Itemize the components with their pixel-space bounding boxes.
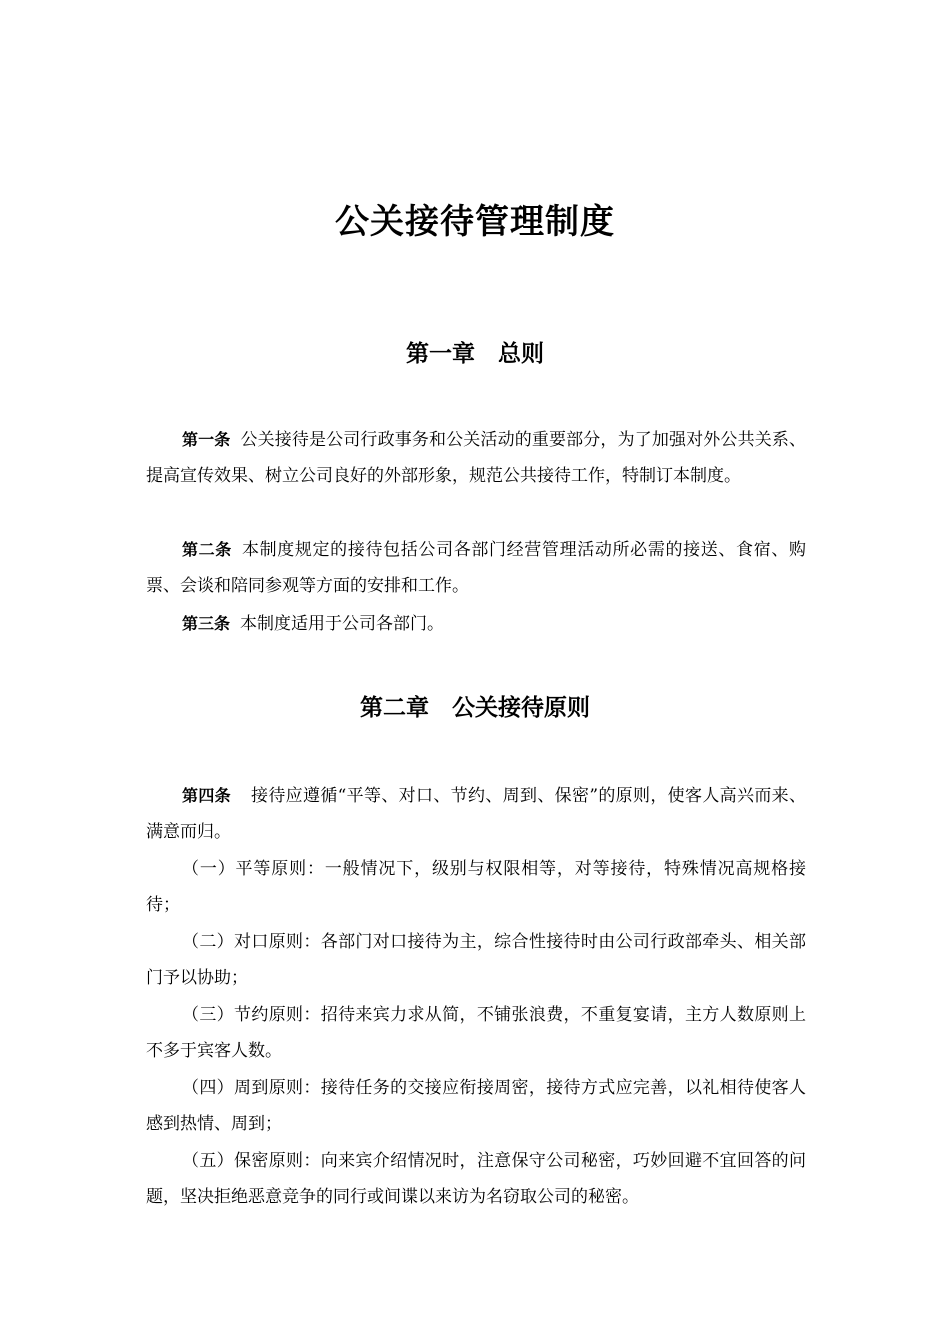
article-2-text: 本制度规定的接待包括公司各部门经营管理活动所必需的接送、食宿、购票、会谈和陪同参观等方面的安排和工作。 — [146, 540, 806, 596]
article-3 — [146, 606, 806, 642]
principle-4: （四）周到原则：接待任务的交接应衔接周密，接待方式应完善，以礼相待使客人感到热情、周到； — [146, 1078, 806, 1134]
chapter-1-title: 第一章 总则 — [406, 341, 544, 367]
article-4-label: 第四条 — [182, 786, 231, 805]
principle-1: （一）平等原则：一般情况下，级别与权限相等，对等接待，特殊情况高规格接待； — [146, 859, 806, 915]
principle-2: （二）对口原则：各部门对口接待为主，综合性接待时由公司行政部牵头、相关部门予以协助； — [146, 932, 806, 988]
article-4 — [146, 778, 806, 850]
article-1 — [146, 422, 806, 494]
article-2 — [146, 532, 806, 604]
article-1-label: 第一条 — [182, 430, 231, 449]
principle-5: （五）保密原则：向来宾介绍情况时，注意保守公司秘密，巧妙回避不宜回答的问题，坚决拒绝恶意竞争的同行或间谍以来访为名窃取公司的秘密。 — [146, 1151, 806, 1207]
article-3-text: 本制度适用于公司各部门。 — [240, 614, 445, 634]
document-title: 公关接待管理制度 — [335, 202, 615, 242]
article-2-label: 第二条 — [182, 540, 232, 559]
article-4-text: 接待应遵循“平等、对口、节约、周到、保密”的原则，使客人高兴而来、满意而归。 — [146, 786, 806, 842]
article-1-text: 公关接待是公司行政事务和公关活动的重要部分，为了加强对外公共关系、提高宣传效果、树立公司良好的外部形象，规范公共接待工作，特制订本制度。 — [146, 430, 806, 486]
principle-3: （三）节约原则：招待来宾力求从简，不铺张浪费，不重复宴请，主方人数原则上不多于宾客人数。 — [146, 1005, 806, 1061]
chapter-2-title: 第二章 公关接待原则 — [360, 695, 590, 721]
article-3-label: 第三条 — [182, 614, 231, 633]
